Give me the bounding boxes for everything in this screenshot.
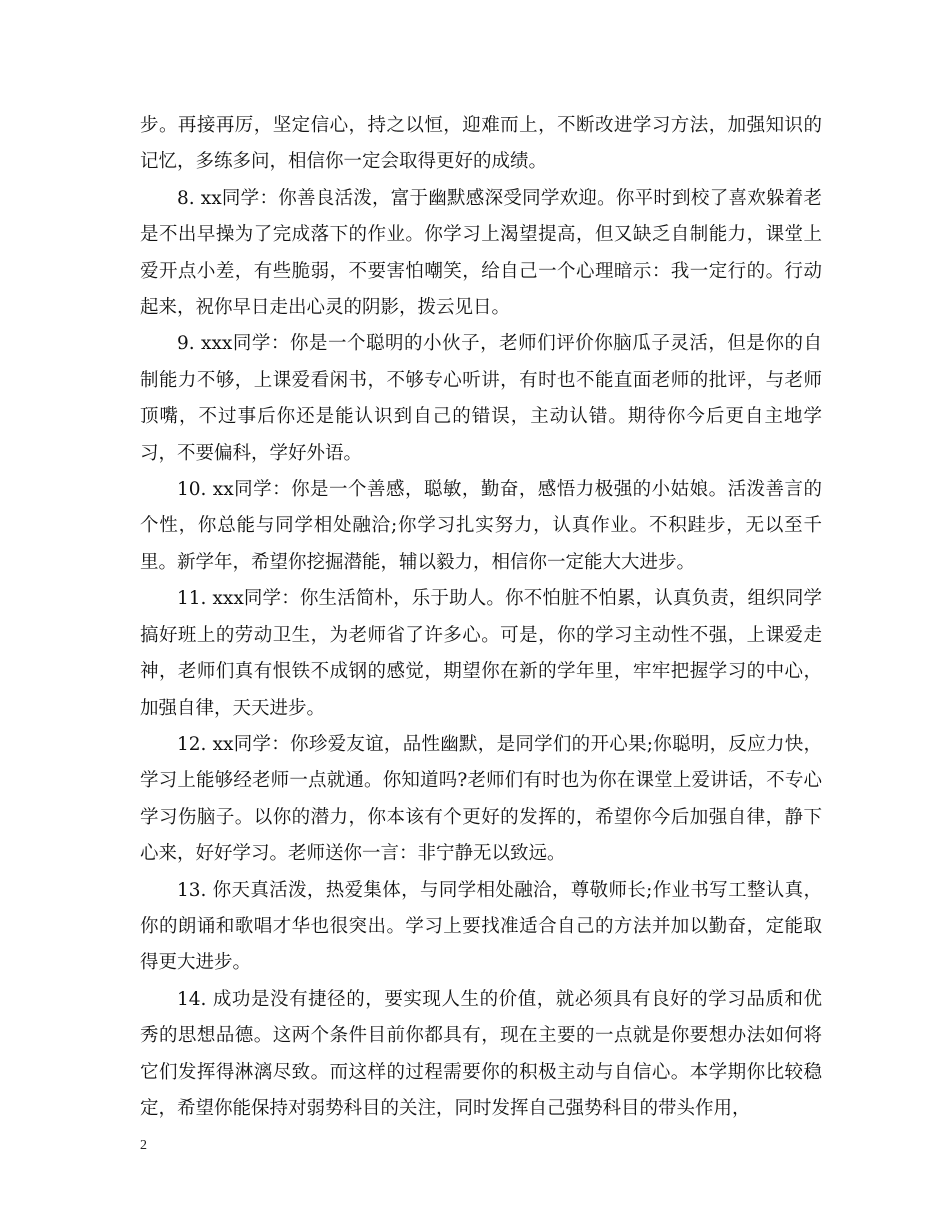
paragraph-continuation: 步。再接再厉，坚定信心，持之以恒，迎难而上，不断改进学习方法，加强知识的记忆，多练多问，相信你一定会取得更好的成绩。 bbox=[140, 115, 822, 173]
paragraph-comment-10: 10. xx同学：你是一个善感，聪敏，勤奋，感悟力极强的小姑娘。活泼善言的个性，你总能与同学相处融洽;你学习扎实努力，认真作业。不积跬步，无以至千里。新学年，希望你挖掘潜能，辅以毅力，相信你一定能大大进步。 bbox=[140, 479, 822, 573]
paragraph-comment-8: 8. xx同学：你善良活泼，富于幽默感深受同学欢迎。你平时到校了喜欢躲着老是不出早操为了完成落下的作业。你学习上渴望提高，但又缺乏自制能力，课堂上爱开点小差，有些脆弱，不要害怕嘲笑，给自己一个心理暗示：我一定行的。行动起来，祝你早日走出心灵的阴影，拨云见日。 bbox=[140, 187, 822, 319]
paragraph-comment-14: 14. 成功是没有捷径的，要实现人生的价值，就必须具有良好的学习品质和优秀的思想品德。这两个条件目前你都具有，现在主要的一点就是你要想办法如何将它们发挥得淋漓尽致。而这样的过程需要你的积极主动与自信心。本学期你比较稳定，希望你能保持对弱势科目的关注，同时发挥自己强势科目的带头作用， bbox=[140, 988, 822, 1119]
paragraph-comment-13: 13. 你天真活泼，热爱集体，与同学相处融洽，尊敬师长;作业书写工整认真，你的朗诵和歌唱才华也很突出。学习上要找准适合自己的方法并加以勤奋，定能取得更大进步。 bbox=[140, 879, 822, 974]
page-number: 2 bbox=[140, 1138, 147, 1153]
paragraph-comment-9: 9. xxx同学：你是一个聪明的小伙子，老师们评价你脑瓜子灵活，但是你的自制能力不够，上课爱看闲书，不够专心听讲，有时也不能直面老师的批评，与老师顶嘴，不过事后你还是能认识到自己的错误，主动认错。期待你今后更自主地学习，不要偏科，学好外语。 bbox=[140, 333, 822, 464]
paragraph-comment-12: 12. xx同学：你珍爱友谊，品性幽默，是同学们的开心果;你聪明，反应力快，学习上能够经老师一点就通。你知道吗?老师们有时也为你在课堂上爱讲话，不专心学习伤脑子。以你的潜力，你本该有个更好的发挥的，希望你今后加强自律，静下心来，好好学习。老师送你一言：非宁静无以致远。 bbox=[140, 733, 822, 865]
paragraph-comment-11: 11. xxx同学：你生活简朴，乐于助人。你不怕脏不怕累，认真负责，组织同学搞好班上的劳动卫生，为老师省了许多心。可是，你的学习主动性不强，上课爱走神，老师们真有恨铁不成钢的感觉，期望你在新的学年里，牢牢把握学习的中心，加强自律，天天进步。 bbox=[140, 588, 822, 719]
